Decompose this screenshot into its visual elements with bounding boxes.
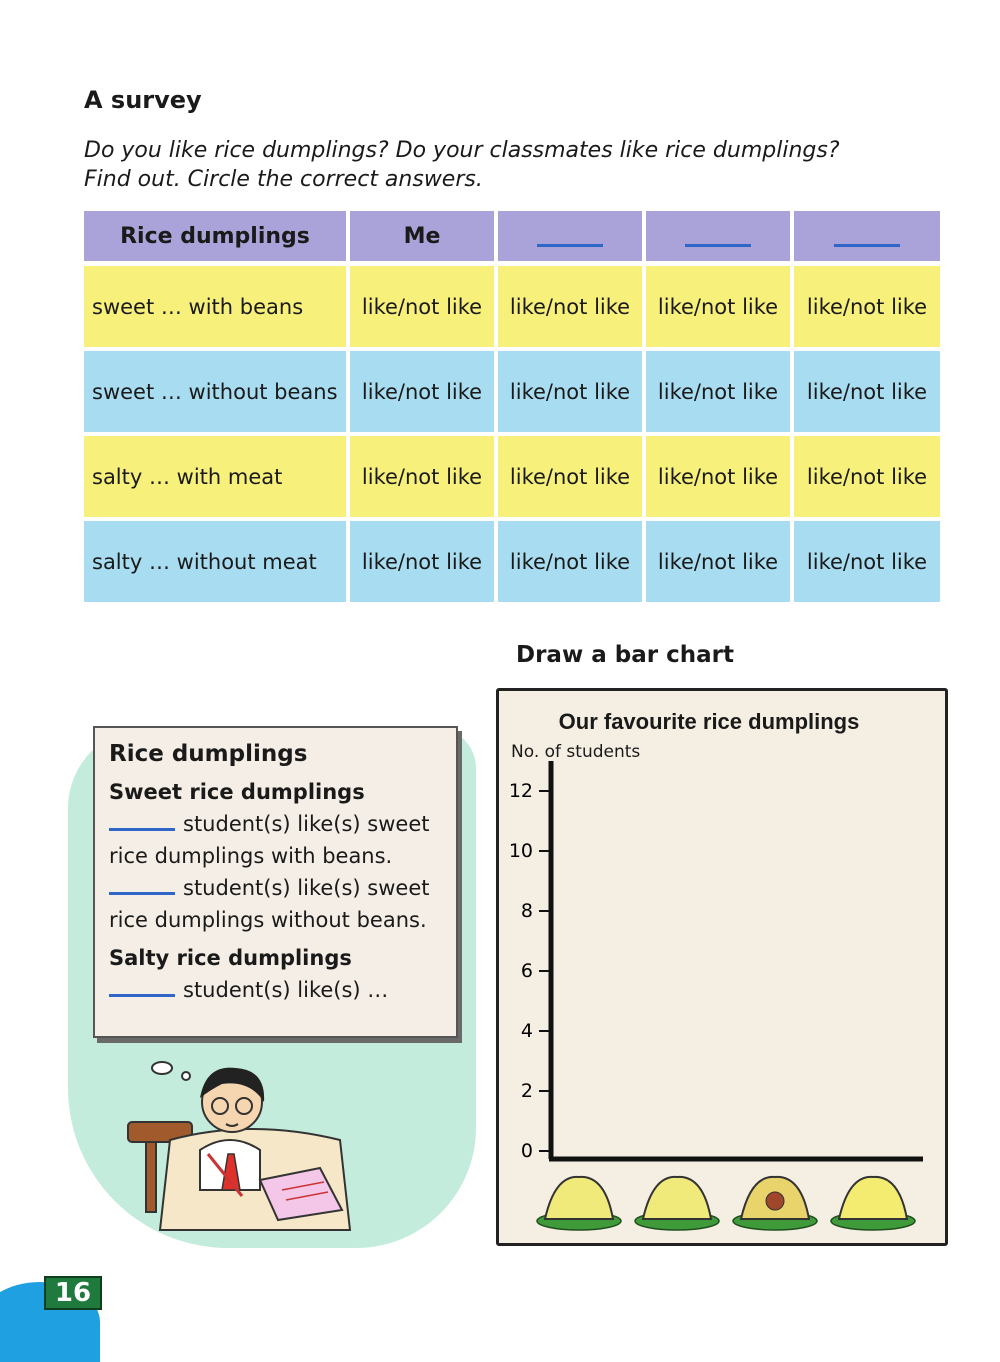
- instructions: [84, 136, 840, 194]
- summary-text: rice dumplings with beans.: [109, 844, 393, 868]
- like-choice-cell[interactable]: like/not like: [794, 351, 940, 432]
- table-header: Rice dumplings: [84, 211, 346, 261]
- bar-chart-panel: [496, 688, 948, 1246]
- answer-blank[interactable]: [109, 810, 175, 831]
- chart-title: Our favourite rice dumplings: [558, 709, 860, 734]
- summary-text: student(s) like(s) …: [183, 978, 389, 1002]
- row-label: salty … without meat: [84, 521, 346, 602]
- row-label: salty … with meat: [84, 436, 346, 517]
- answer-blank[interactable]: [109, 976, 175, 997]
- like-choice-cell[interactable]: like/not like: [350, 521, 494, 602]
- classmate-name-blank[interactable]: [646, 211, 790, 261]
- chart-heading: Draw a bar chart: [516, 642, 734, 668]
- row-label: sweet … without beans: [84, 351, 346, 432]
- like-choice-cell[interactable]: like/not like: [350, 266, 494, 347]
- y-tick-label: 2: [520, 1080, 533, 1102]
- like-choice-cell[interactable]: like/not like: [646, 521, 790, 602]
- answer-blank[interactable]: [109, 874, 175, 895]
- like-choice-cell[interactable]: like/not like: [646, 266, 790, 347]
- summary-text: student(s) like(s) sweet: [183, 876, 430, 900]
- like-choice-cell[interactable]: like/not like: [646, 436, 790, 517]
- rice-dumpling-icon: [545, 1177, 613, 1219]
- sweet-heading: Sweet rice dumplings: [109, 780, 365, 804]
- table-header: Me: [350, 211, 494, 261]
- page-number: 16: [44, 1276, 102, 1310]
- like-choice-cell[interactable]: like/not like: [498, 266, 642, 347]
- y-tick-label: 6: [520, 960, 533, 982]
- like-choice-cell[interactable]: like/not like: [350, 351, 494, 432]
- rice-dumpling-icon: [643, 1177, 711, 1219]
- blank-line[interactable]: [537, 226, 603, 247]
- y-tick-label: 8: [520, 900, 533, 922]
- y-tick-label: 12: [508, 780, 533, 802]
- instruction-line: Find out. Circle the correct answers.: [84, 167, 483, 192]
- meat-filling-icon: [766, 1192, 784, 1210]
- section-title: A survey: [84, 86, 202, 114]
- y-tick-label: 0: [520, 1140, 533, 1162]
- summary-title: Rice dumplings: [109, 741, 308, 767]
- survey-table: [84, 211, 942, 602]
- instruction-line: Do you like rice dumplings? Do your classmates like rice dumplings?: [84, 138, 840, 163]
- dumpling-icons: [537, 1177, 915, 1230]
- row-label: sweet … with beans: [84, 266, 346, 347]
- classmate-name-blank[interactable]: [498, 211, 642, 261]
- blank-line[interactable]: [834, 226, 900, 247]
- like-choice-cell[interactable]: like/not like: [498, 351, 642, 432]
- chart-y-axis-label: No. of students: [511, 742, 641, 762]
- classmate-name-blank[interactable]: [794, 211, 940, 261]
- rice-dumpling-icon: [839, 1177, 907, 1219]
- like-choice-cell[interactable]: like/not like: [498, 521, 642, 602]
- salty-heading: Salty rice dumplings: [109, 946, 352, 970]
- like-choice-cell[interactable]: like/not like: [794, 521, 940, 602]
- like-choice-cell[interactable]: like/not like: [350, 436, 494, 517]
- y-tick-label: 4: [520, 1020, 533, 1042]
- summary-text: rice dumplings without beans.: [109, 908, 427, 932]
- like-choice-cell[interactable]: like/not like: [794, 436, 940, 517]
- like-choice-cell[interactable]: like/not like: [646, 351, 790, 432]
- bar-chart: [499, 691, 945, 1243]
- like-choice-cell[interactable]: like/not like: [794, 266, 940, 347]
- y-tick-label: 10: [508, 840, 533, 862]
- summary-text: student(s) like(s) sweet: [183, 812, 430, 836]
- like-choice-cell[interactable]: like/not like: [498, 436, 642, 517]
- girl-writing-illustration: [110, 1050, 370, 1250]
- blank-line[interactable]: [685, 226, 751, 247]
- summary-card: [93, 726, 458, 1038]
